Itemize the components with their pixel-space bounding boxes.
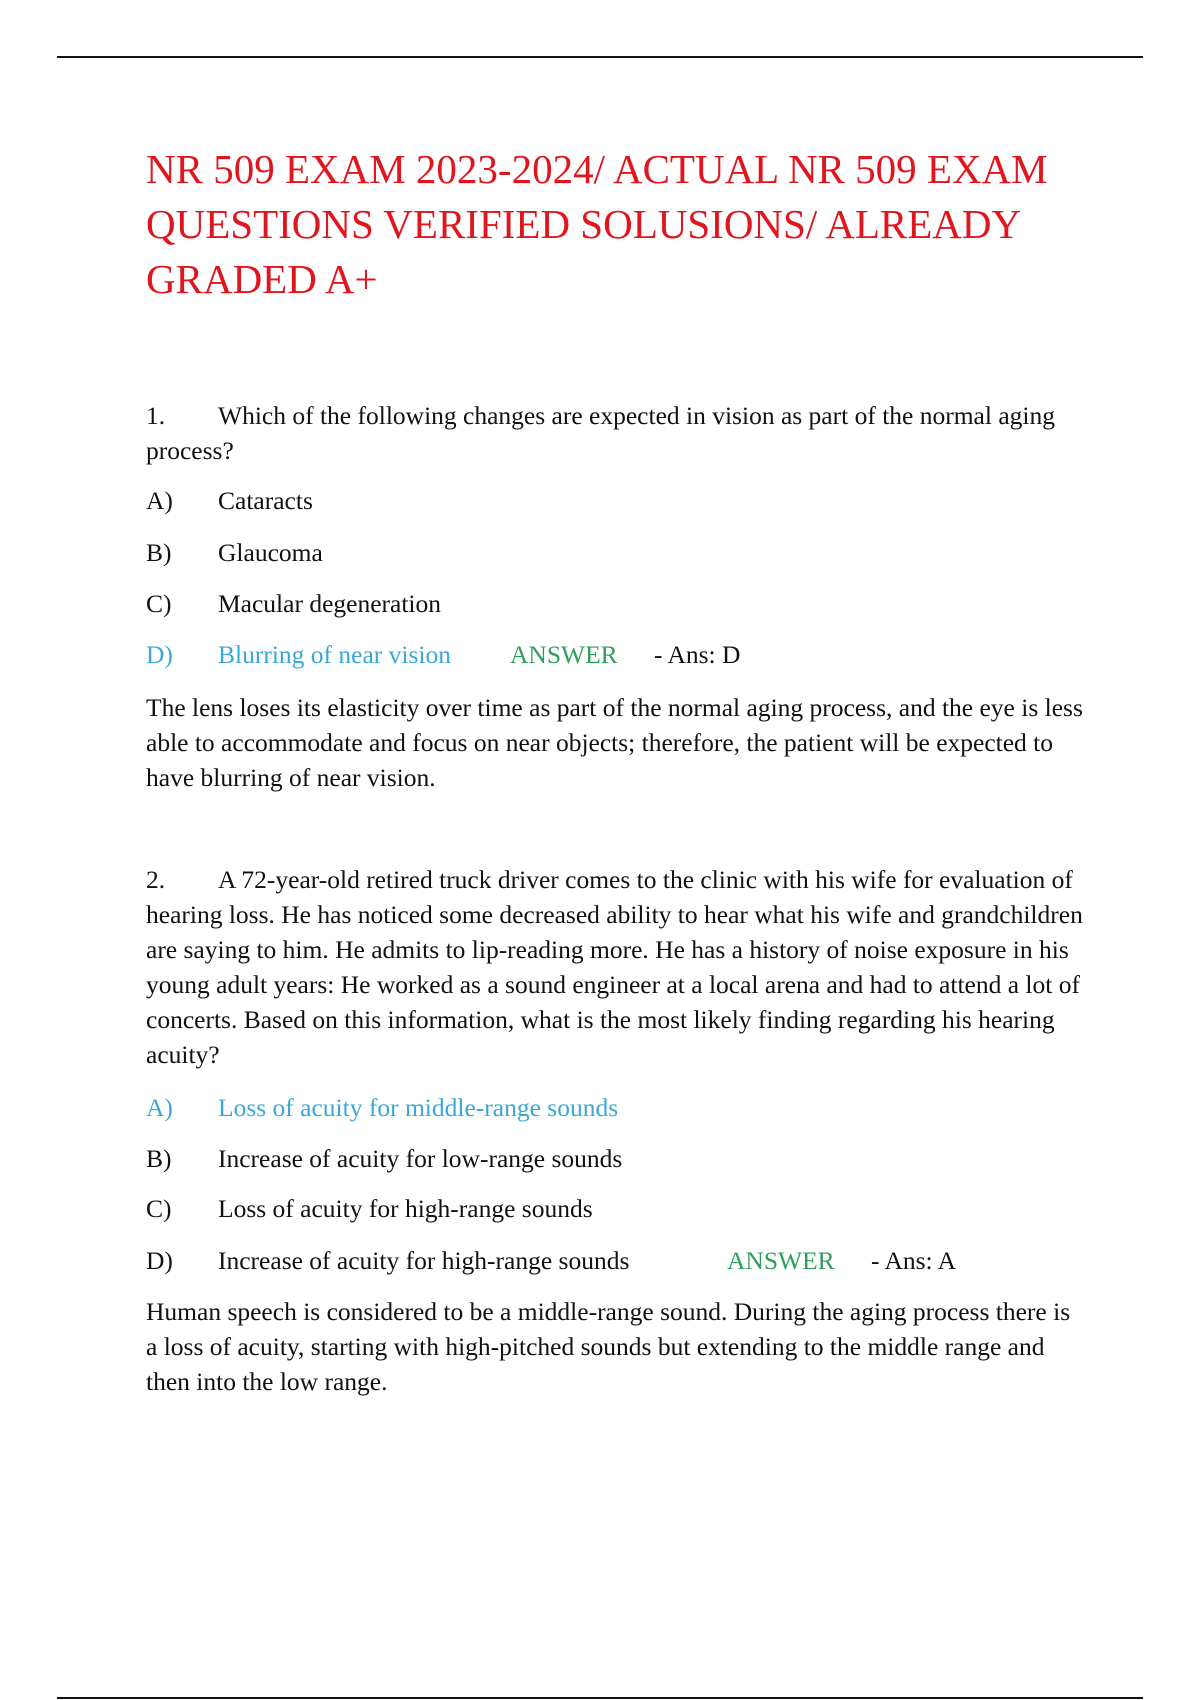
- option-letter: D): [146, 640, 173, 669]
- option-letter: C): [146, 1194, 172, 1223]
- explanation-2: Human speech is considered to be a middle-range sound. During the aging process there is a loss of acuity, starting with high-pitched sounds but extending to the middle range and then into the low range.: [146, 1297, 1071, 1396]
- answer-value: - Ans: D: [654, 640, 741, 669]
- answer-value: - Ans: A: [871, 1246, 957, 1275]
- question-number: 2.: [146, 865, 166, 894]
- option-text: Blurring of near vision: [218, 640, 451, 669]
- question-text: A 72-year-old retired truck driver comes to the clinic with his wife for evaluation of hearing loss. He has noticed some decreased ability to hear what his wife and grandchildren are saying to him. He admits to lip-reading more. He has a history of noise exposure in his young adult years: He worked as a sound engineer at a local arena and had to attend a lot of concerts. Based on this information, what is the most likely finding regarding his hearing acuity?: [146, 865, 1083, 1069]
- question-number: 1.: [146, 401, 166, 430]
- question-text: Which of the following changes are expected in vision as part of the normal aging process?: [146, 401, 1055, 465]
- answer-label: ANSWER: [510, 640, 618, 669]
- option-text: Loss of acuity for high-range sounds: [218, 1194, 593, 1223]
- option-text: Increase of acuity for high-range sounds: [218, 1246, 630, 1275]
- answer-label: ANSWER: [727, 1246, 835, 1275]
- option-letter: A): [146, 1093, 173, 1122]
- question-2: [146, 862, 1086, 1072]
- option-text: Macular degeneration: [218, 589, 442, 618]
- option-letter: C): [146, 589, 172, 618]
- option-letter: A): [146, 486, 173, 515]
- explanation-1: The lens loses its elasticity over time as part of the normal aging process, and the eye is less able to accommodate and focus on near objects; therefore, the patient will be expected to have blurring of near vision.: [146, 693, 1083, 792]
- bottom-rule: [57, 1697, 1143, 1699]
- top-rule: [57, 56, 1143, 58]
- option-text: Cataracts: [218, 486, 313, 515]
- option-text: Increase of acuity for low-range sounds: [218, 1144, 623, 1173]
- option-letter: B): [146, 1144, 172, 1173]
- question-1: [146, 398, 1086, 468]
- option-text: Glaucoma: [218, 538, 323, 567]
- document-title: NR 509 EXAM 2023-2024/ ACTUAL NR 509 EXAM QUESTIONS VERIFIED SOLUSIONS/ ALREADY GRADED A+: [146, 146, 1048, 302]
- option-letter: D): [146, 1246, 173, 1275]
- option-text: Loss of acuity for middle-range sounds: [218, 1093, 619, 1122]
- option-letter: B): [146, 538, 172, 567]
